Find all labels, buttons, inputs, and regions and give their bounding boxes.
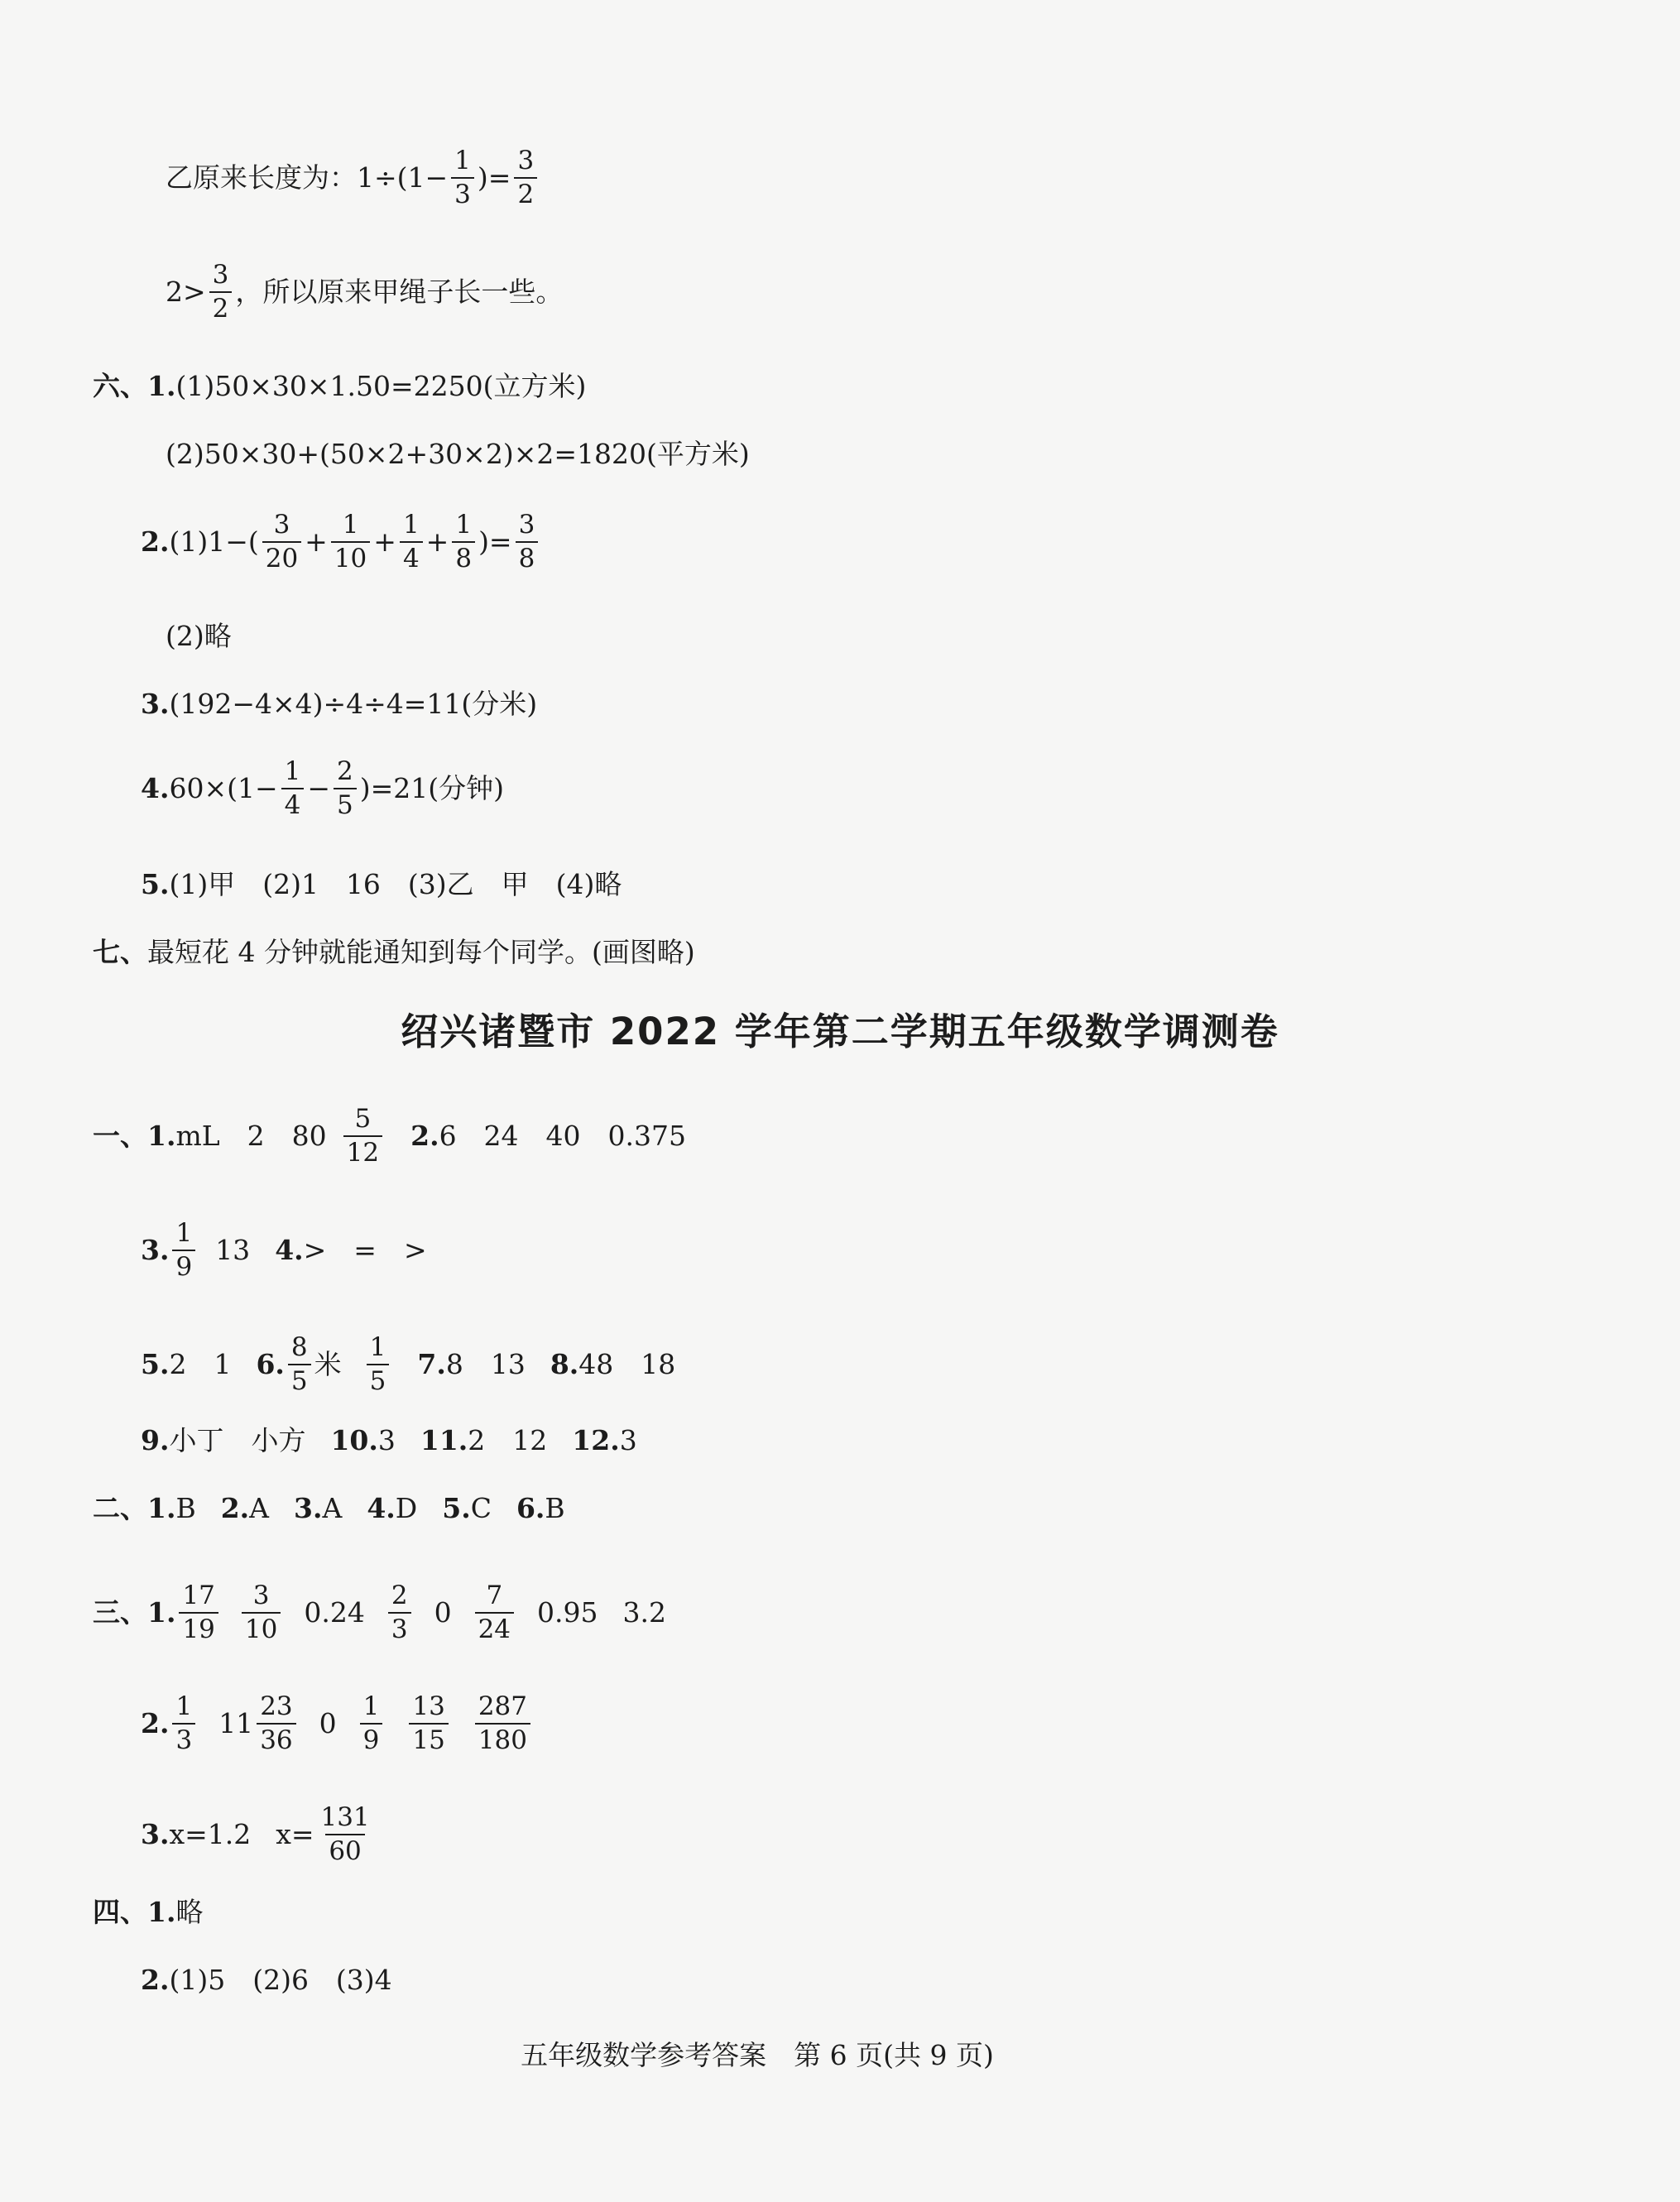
question-number: 3. <box>141 688 170 720</box>
question-number: 1. <box>147 370 176 402</box>
answer: 略 <box>175 1896 204 1928</box>
answer: x=1.2 <box>169 1818 252 1851</box>
answer: > = > <box>303 1234 427 1267</box>
question-number: 4. <box>367 1492 396 1524</box>
fraction: $\frac{3}{8}$ <box>516 511 539 572</box>
question-number: 6. <box>516 1492 545 1524</box>
fraction: $\frac{2}{5}$ <box>334 758 357 818</box>
answer: 11 <box>218 1707 254 1740</box>
answer: mL 2 80 <box>175 1120 327 1153</box>
s6-q2b <box>166 622 232 650</box>
fraction: $\frac{1}{4}$ <box>400 511 423 572</box>
fraction: $\frac{7}{24}$ <box>475 1582 514 1643</box>
p1-row4 <box>141 1424 637 1456</box>
question-number: 2. <box>220 1492 250 1524</box>
section-label: 七、 <box>93 936 147 968</box>
section-label: 六、 <box>93 370 147 402</box>
question-number: 3. <box>141 1818 170 1851</box>
section-label: 三、 <box>93 1596 147 1629</box>
fraction: $\frac{3}{2}$ <box>514 147 537 208</box>
question-number: 2. <box>410 1120 439 1153</box>
answer: B <box>545 1492 565 1524</box>
fraction: $\frac{1}{10}$ <box>331 511 370 572</box>
answer: D <box>395 1492 418 1524</box>
answer: x= <box>276 1818 314 1851</box>
p1-row3 <box>141 1334 675 1394</box>
question-number: 2. <box>141 1964 170 1996</box>
answer: A <box>322 1492 343 1524</box>
text: + <box>305 525 328 559</box>
answer: C <box>470 1492 492 1524</box>
fraction: $\frac{2}{3}$ <box>388 1582 411 1643</box>
text: 60×(1− <box>169 772 278 805</box>
question-number: 5. <box>442 1492 471 1524</box>
answer: (2)50×30+(50×2+30×2)×2=1820(平方米) <box>166 438 750 470</box>
p3-q2 <box>141 1693 534 1753</box>
answer: 13 <box>215 1234 251 1267</box>
fraction: $\frac{5}{12}$ <box>343 1106 382 1166</box>
answer: 0 <box>319 1707 337 1740</box>
answer: 8 13 <box>445 1348 526 1381</box>
fraction: $\frac{17}{19}$ <box>179 1582 218 1643</box>
answer: (2)略 <box>166 620 232 652</box>
fraction: $\frac{13}{15}$ <box>409 1693 448 1753</box>
answer: 2 12 <box>468 1424 548 1456</box>
answer: 6 24 40 0.375 <box>439 1120 687 1153</box>
fraction: $\frac{1}{8}$ <box>452 511 475 572</box>
question-number: 1. <box>147 1492 176 1524</box>
s6-q4 <box>141 758 504 818</box>
fraction: $\frac{287}{180}$ <box>475 1693 530 1753</box>
answer: (1)甲 (2)1 16 (3)乙 甲 (4)略 <box>169 868 622 900</box>
section-label: 二、 <box>93 1492 147 1524</box>
text: )=21(分钟) <box>359 772 505 805</box>
fraction: $\frac{1}{4}$ <box>281 758 305 818</box>
section-label: 一、 <box>93 1120 147 1153</box>
fraction: $\frac{3}{10}$ <box>242 1582 281 1643</box>
p4-q2 <box>141 1964 392 1996</box>
text: ，所以原来甲绳子长一些。 <box>235 276 564 309</box>
answer: 3.2 <box>622 1596 666 1629</box>
answer: 3 <box>377 1424 396 1456</box>
answer: (1)50×30×1.50=2250(立方米) <box>175 370 587 402</box>
s6-q2 <box>141 511 541 572</box>
p1-row1 <box>93 1106 686 1166</box>
fraction: $\frac{23}{36}$ <box>257 1693 295 1753</box>
answer: 0.24 <box>304 1596 365 1629</box>
s6-q5 <box>141 868 622 900</box>
p3-q1 <box>93 1582 666 1643</box>
text: − <box>307 772 331 805</box>
question-number: 4. <box>275 1234 304 1267</box>
question-number: 9. <box>141 1424 170 1456</box>
section-label: 四、 <box>93 1896 147 1928</box>
text: 2> <box>166 276 206 309</box>
question-number: 3. <box>141 1234 170 1267</box>
p3-q3 <box>141 1804 377 1864</box>
fraction: $\frac{1}{5}$ <box>367 1334 390 1394</box>
answer: (1)5 (2)6 (3)4 <box>169 1964 392 1996</box>
s7 <box>93 938 695 966</box>
question-number: 1. <box>147 1120 176 1153</box>
answer: 0.95 <box>537 1596 598 1629</box>
question-number: 2. <box>141 525 170 559</box>
question-number: 7. <box>417 1348 446 1381</box>
question-number: 10. <box>330 1424 378 1456</box>
question-number: 1. <box>147 1596 176 1629</box>
answer: 48 18 <box>578 1348 676 1381</box>
text: + <box>425 525 449 559</box>
s6-q3 <box>141 688 538 720</box>
question-number: 1. <box>147 1896 176 1928</box>
question-number: 4. <box>141 772 170 805</box>
text: + <box>373 525 396 559</box>
answer: 最短花 4 分钟就能通知到每个同学。(画图略) <box>147 936 695 968</box>
question-number: 2. <box>141 1707 170 1740</box>
question-number: 5. <box>141 1348 170 1381</box>
fraction: $\frac{131}{60}$ <box>320 1802 370 1866</box>
answer: 3 <box>619 1424 637 1456</box>
question-number: 8. <box>550 1348 579 1381</box>
fraction: $\frac{1}{3}$ <box>451 147 474 208</box>
top-line-1 <box>166 147 540 208</box>
question-number: 5. <box>141 868 170 900</box>
question-number: 3. <box>294 1492 323 1524</box>
s6-q1b <box>166 440 750 468</box>
answer: B <box>175 1492 196 1524</box>
fraction: $\frac{3}{2}$ <box>209 261 233 322</box>
answer: 小丁 小方 <box>169 1424 306 1456</box>
fraction: $\frac{1}{3}$ <box>172 1693 195 1753</box>
p4-q1 <box>93 1898 203 1926</box>
text: )= <box>478 525 512 559</box>
fraction: $\frac{3}{20}$ <box>262 511 301 572</box>
top-line-2 <box>166 261 563 322</box>
text: (1)1−( <box>169 525 259 559</box>
answer: A <box>249 1492 270 1524</box>
p2-row <box>93 1494 565 1522</box>
question-number: 12. <box>572 1424 620 1456</box>
page-footer: 五年级数学参考答案 第 6 页(共 9 页) <box>521 2039 994 2071</box>
answer: (192−4×4)÷4÷4=11(分米) <box>169 688 538 720</box>
fraction: $\frac{1}{9}$ <box>360 1693 383 1753</box>
question-number: 11. <box>420 1424 468 1456</box>
unit: 米 <box>314 1348 342 1381</box>
fraction: $\frac{8}{5}$ <box>288 1334 311 1394</box>
s6-q1a <box>93 372 586 400</box>
p1-row2 <box>141 1220 427 1280</box>
text: 乙原来长度为：1÷(1− <box>166 161 449 194</box>
answer: 2 1 <box>169 1348 232 1381</box>
text: )= <box>477 161 511 194</box>
fraction: $\frac{1}{9}$ <box>172 1220 195 1280</box>
question-number: 6. <box>256 1348 285 1381</box>
exam-title: 绍兴诸暨市 2022 学年第二学期五年级数学调测卷 <box>401 1010 1279 1053</box>
answer: 0 <box>434 1596 452 1629</box>
